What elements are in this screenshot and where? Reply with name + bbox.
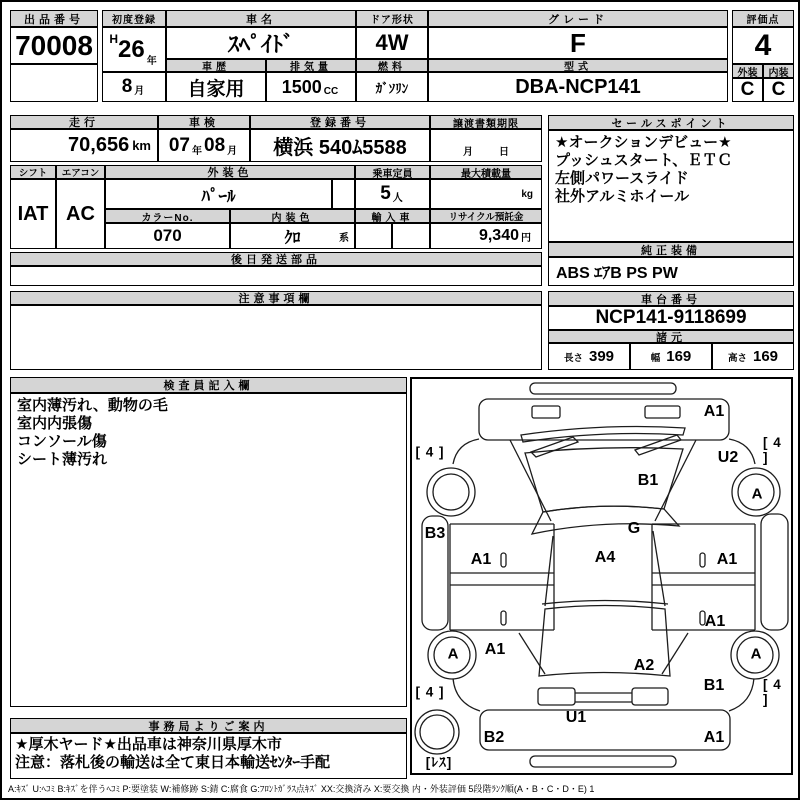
model-value: DBA-NCP141 bbox=[428, 72, 728, 102]
notes-header: 注意事項欄 bbox=[10, 291, 542, 305]
text-line: コンソール傷 bbox=[17, 433, 107, 450]
ext-color-value: ﾊﾟｰﾙ bbox=[105, 179, 332, 209]
damage-mark: A4 bbox=[594, 549, 616, 566]
damage-mark: A1 bbox=[470, 551, 492, 568]
transfer-day-label: 日 bbox=[499, 147, 509, 158]
damage-mark: [ 4 ] bbox=[763, 677, 782, 707]
recycle-header: リサイクル預託金 bbox=[430, 209, 542, 223]
wheel-front-right bbox=[732, 468, 780, 516]
first-reg-era: H bbox=[109, 32, 118, 46]
height-cell bbox=[712, 343, 794, 370]
equipment-value: ABS ｴｱB PS PW bbox=[548, 257, 794, 286]
chassis-number: NCP141-9118699 bbox=[548, 306, 794, 330]
tail-light-left bbox=[538, 688, 575, 705]
text-line: ★厚木ヤード★出品車は神奈川県厚木市 bbox=[15, 736, 282, 753]
transfer-month-label: 月 bbox=[463, 147, 473, 158]
first-reg-header: 初度登録 bbox=[102, 10, 166, 27]
wheel-rear-left bbox=[428, 631, 476, 679]
int-color-suffix: 系 bbox=[339, 233, 349, 244]
damage-mark: A1 bbox=[484, 641, 506, 658]
headlight-right bbox=[645, 406, 680, 418]
color-no-value: 070 bbox=[105, 223, 230, 249]
recycle-unit: 円 bbox=[521, 233, 531, 244]
capacity-unit: 人 bbox=[392, 193, 403, 204]
damage-mark: A1 bbox=[716, 551, 738, 568]
rear-corner-right bbox=[729, 678, 754, 711]
text-line: 社外アルミホイール bbox=[555, 188, 690, 205]
length-label: 長さ bbox=[563, 352, 583, 364]
spare-tire bbox=[415, 710, 459, 754]
damage-mark: [ 4 ] bbox=[415, 684, 445, 700]
capacity-value bbox=[355, 179, 430, 209]
grade-value: F bbox=[428, 27, 728, 59]
text-line: 室内薄汚れ、動物の毛 bbox=[17, 397, 168, 414]
import-cell-b bbox=[392, 223, 430, 249]
wiper-right bbox=[635, 435, 681, 455]
wheel-front-left bbox=[427, 468, 475, 516]
damage-mark: A2 bbox=[633, 657, 655, 674]
damage-mark: A1 bbox=[703, 403, 725, 420]
windshield bbox=[525, 448, 683, 512]
door-handle-front-left bbox=[501, 553, 506, 567]
height-value: 169 bbox=[752, 348, 779, 365]
text-line: 注意：落札後の輸送は全て東日本輸送ｾﾝﾀｰ手配 bbox=[15, 754, 331, 771]
color-no-header: カラーNo. bbox=[105, 209, 230, 223]
displacement-unit: CC bbox=[323, 86, 339, 97]
roof-edge-right bbox=[653, 531, 665, 606]
transfer-doc-value bbox=[430, 129, 542, 162]
transfer-doc-header: 譲渡書類期限 bbox=[430, 115, 542, 129]
tail-light-right bbox=[632, 688, 668, 705]
fuel-header: 燃料 bbox=[356, 59, 428, 72]
mileage-value bbox=[10, 129, 158, 162]
aircon-header: エアコン bbox=[56, 165, 105, 179]
capacity-number: 5 bbox=[380, 183, 391, 204]
first-reg-month-unit: 月 bbox=[134, 86, 145, 97]
damage-mark: [ 4 ] bbox=[415, 444, 445, 460]
damage-mark: U2 bbox=[717, 449, 739, 466]
front-fender-right bbox=[729, 439, 755, 464]
first-reg-year: 26 bbox=[117, 35, 145, 63]
damage-mark: A bbox=[447, 645, 459, 663]
office-lines bbox=[10, 733, 407, 779]
interior-grade: C bbox=[763, 78, 794, 102]
displacement-number: 1500 bbox=[281, 76, 322, 97]
sales-lines bbox=[548, 130, 794, 242]
c-pillar-right bbox=[662, 633, 688, 674]
damage-mark: B3 bbox=[424, 525, 446, 542]
history-header: 車歴 bbox=[166, 59, 266, 72]
later-parts-empty bbox=[10, 266, 542, 286]
damage-mark: U1 bbox=[565, 709, 587, 726]
rear-corner-left bbox=[453, 678, 480, 711]
roof-edge-left bbox=[545, 536, 553, 606]
interior-header: 内装 bbox=[763, 64, 794, 78]
int-color-name: ｸﾛ bbox=[284, 229, 301, 247]
first-reg-year-unit: 年 bbox=[146, 56, 157, 67]
damage-mark: A bbox=[751, 485, 763, 503]
front-fender-left bbox=[453, 439, 479, 464]
damage-mark: B1 bbox=[703, 677, 725, 694]
length-cell bbox=[548, 343, 630, 370]
damage-mark: B2 bbox=[483, 729, 505, 746]
text-line: シート薄汚れ bbox=[17, 451, 108, 468]
auction-no-header: 出品番号 bbox=[10, 10, 98, 27]
inspector-header: 検査員記入欄 bbox=[10, 377, 407, 393]
int-color-header: 内装色 bbox=[230, 209, 355, 223]
side-molding-right bbox=[761, 514, 788, 630]
rear-panel bbox=[480, 710, 730, 750]
ext-color-suffix-cell bbox=[332, 179, 355, 209]
door-handle-front-right bbox=[700, 553, 705, 567]
chassis-header: 車台番号 bbox=[548, 291, 794, 306]
roof-rear-edge bbox=[542, 601, 668, 605]
car-diagram bbox=[410, 377, 794, 776]
office-header: 事務局よりご案内 bbox=[10, 718, 407, 733]
damage-mark: G bbox=[627, 520, 641, 537]
first-reg-month-cell bbox=[102, 72, 166, 102]
damage-mark: A bbox=[750, 645, 762, 663]
model-header: 型式 bbox=[428, 59, 728, 72]
aircon-value: AC bbox=[56, 179, 105, 249]
displacement-value bbox=[266, 72, 356, 102]
damage-mark: [ﾚｽ] bbox=[425, 755, 453, 770]
door-header: ドア形状 bbox=[356, 10, 428, 27]
side-molding-left bbox=[422, 516, 448, 630]
car-name-header: 車名 bbox=[166, 10, 356, 27]
shift-value: IAT bbox=[10, 179, 56, 249]
reg-no-value: 横浜 540ﾑ5588 bbox=[250, 129, 430, 162]
height-label: 高さ bbox=[727, 352, 747, 364]
import-header: 輸入車 bbox=[355, 209, 430, 223]
width-cell bbox=[630, 343, 712, 370]
wheel-rear-right bbox=[731, 631, 779, 679]
diagram-border bbox=[411, 378, 792, 774]
rear-window bbox=[539, 606, 670, 677]
score-value: 4 bbox=[732, 27, 794, 64]
ext-color-header: 外装色 bbox=[105, 165, 355, 179]
fuel-value: ｶﾞｿﾘﾝ bbox=[356, 72, 428, 102]
damage-mark: A1 bbox=[703, 729, 725, 746]
mileage-unit: km bbox=[132, 138, 151, 153]
score-header: 評価点 bbox=[732, 10, 794, 27]
text-line: ★オークションデビュー★ bbox=[555, 134, 732, 151]
shaken-month-unit: 月 bbox=[227, 146, 238, 157]
car-name-value: ｽﾍﾟｲﾄﾞ bbox=[166, 27, 356, 59]
text-line: プッシュスタート、ＥＴＣ bbox=[555, 152, 733, 169]
damage-mark: B1 bbox=[637, 472, 659, 489]
shaken-year: 07 bbox=[168, 134, 190, 156]
shaken-header: 車検 bbox=[158, 115, 250, 129]
sales-header: セールスポイント bbox=[548, 115, 794, 130]
mileage-number: 70,656 bbox=[68, 134, 130, 156]
recycle-value bbox=[430, 223, 542, 249]
damage-mark: A1 bbox=[704, 613, 726, 630]
rear-bumper bbox=[530, 756, 676, 767]
exterior-grade: C bbox=[732, 78, 763, 102]
payload-header: 最大積載量 bbox=[430, 165, 542, 179]
grade-header: グレード bbox=[428, 10, 728, 27]
door-handle-rear-right bbox=[700, 611, 705, 625]
text-line: 室内内張傷 bbox=[17, 415, 93, 432]
auction-no-value: 70008 bbox=[10, 27, 98, 64]
import-cell-a bbox=[355, 223, 392, 249]
auction-no-empty-cell bbox=[10, 64, 98, 102]
payload-value: kg bbox=[430, 179, 542, 209]
width-value: 169 bbox=[666, 348, 692, 365]
damage-mark: [ 4 ] bbox=[763, 435, 782, 465]
shaken-year-unit: 年 bbox=[192, 146, 202, 157]
text-line: 左側パワースライド bbox=[555, 170, 689, 187]
exterior-header: 外装 bbox=[732, 64, 763, 78]
shift-header: シフト bbox=[10, 165, 56, 179]
shaken-month: 08 bbox=[204, 134, 226, 156]
a-pillar-right bbox=[655, 440, 696, 521]
door-handle-rear-left bbox=[501, 611, 506, 625]
dimensions-header: 諸元 bbox=[548, 330, 794, 343]
capacity-header: 乗車定員 bbox=[355, 165, 430, 179]
door-value: 4W bbox=[356, 27, 428, 59]
equipment-header: 純正装備 bbox=[548, 242, 794, 257]
legend-text: A:ｷｽﾞ U:ﾍｺﾐ B:ｷｽﾞを伴うﾍｺﾐ P:要塗装 W:補修跡 S:錆 C:腐食 G:ﾌﾛﾝﾄｶﾞﾗｽ点ｷｽﾞ XX:交換済み X:要交換 内・外装評価 5段階ﾗﾝｸ順(A・B・C・D・E) 1 bbox=[8, 784, 595, 794]
headlight-left bbox=[532, 406, 560, 418]
width-label: 幅 bbox=[650, 352, 661, 364]
int-color-value bbox=[230, 223, 355, 249]
reg-no-header: 登録番号 bbox=[250, 115, 430, 129]
later-parts-header: 後日発送部品 bbox=[10, 252, 542, 266]
shaken-value bbox=[158, 129, 250, 162]
inspector-lines bbox=[10, 393, 407, 707]
displacement-header: 排気量 bbox=[266, 59, 356, 72]
front-bumper bbox=[530, 383, 676, 394]
recycle-fee: 9,340 bbox=[478, 227, 519, 244]
first-reg-month: 8 bbox=[121, 76, 133, 97]
mileage-header: 走行 bbox=[10, 115, 158, 129]
notes-empty bbox=[10, 305, 542, 370]
first-reg-year-cell bbox=[102, 27, 166, 72]
length-value: 399 bbox=[588, 348, 615, 365]
history-value: 自家用 bbox=[166, 72, 266, 102]
